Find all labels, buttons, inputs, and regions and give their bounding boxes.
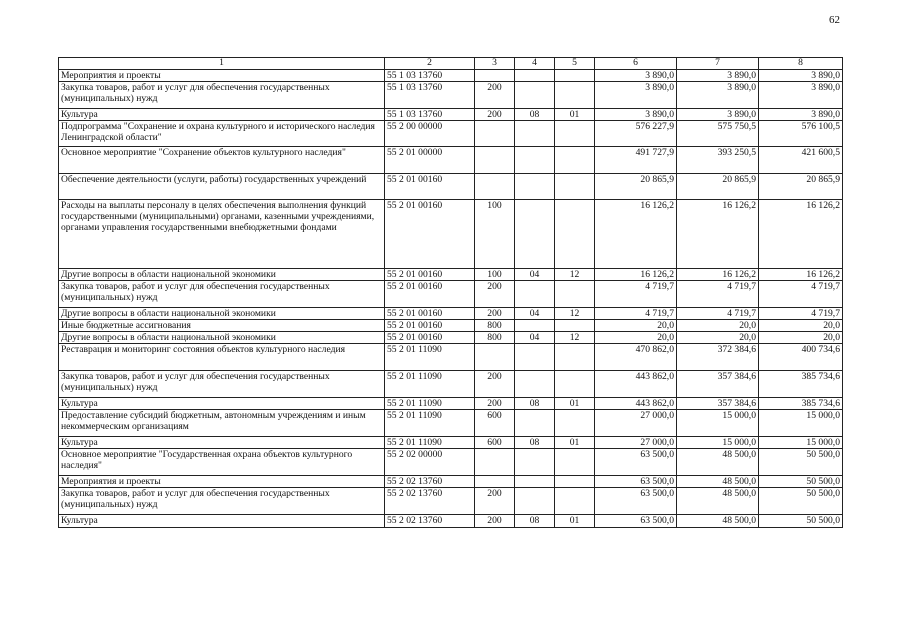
row-subsection bbox=[555, 320, 595, 332]
row-subsection bbox=[555, 174, 595, 200]
row-amount-col8: 4 719,7 bbox=[759, 281, 843, 308]
row-name: Реставрация и мониторинг состояния объектов культурного наследия bbox=[59, 344, 385, 371]
table-row bbox=[59, 82, 843, 109]
row-section: 04 bbox=[515, 332, 555, 344]
row-code: 55 2 02 00000 bbox=[385, 449, 475, 476]
row-code: 55 2 01 11090 bbox=[385, 410, 475, 437]
row-amount-col8: 50 500,0 bbox=[759, 515, 843, 528]
row-amount-col6: 16 126,2 bbox=[595, 200, 677, 269]
row-code: 55 2 02 13760 bbox=[385, 515, 475, 528]
row-name: Мероприятия и проекты bbox=[59, 70, 385, 82]
row-code: 55 1 03 13760 bbox=[385, 82, 475, 109]
row-amount-col8: 50 500,0 bbox=[759, 449, 843, 476]
row-amount-col8: 421 600,5 bbox=[759, 147, 843, 174]
row-amount-col6: 491 727,9 bbox=[595, 147, 677, 174]
row-amount-col7: 4 719,7 bbox=[677, 281, 759, 308]
row-amount-col6: 3 890,0 bbox=[595, 82, 677, 109]
row-amount-col8: 16 126,2 bbox=[759, 269, 843, 281]
row-name: Культура bbox=[59, 437, 385, 449]
column-header: 5 bbox=[555, 58, 595, 70]
row-amount-col7: 20,0 bbox=[677, 332, 759, 344]
row-amount-col7: 48 500,0 bbox=[677, 476, 759, 488]
row-amount-col7: 20,0 bbox=[677, 320, 759, 332]
row-expense-type: 200 bbox=[475, 109, 515, 121]
row-subsection bbox=[555, 200, 595, 269]
row-expense-type: 200 bbox=[475, 371, 515, 398]
table-header-row bbox=[59, 58, 843, 70]
row-name: Закупка товаров, работ и услуг для обеспечения государственных (муниципальных) нужд bbox=[59, 488, 385, 515]
row-amount-col6: 63 500,0 bbox=[595, 515, 677, 528]
row-amount-col8: 50 500,0 bbox=[759, 476, 843, 488]
row-expense-type: 600 bbox=[475, 410, 515, 437]
row-amount-col6: 4 719,7 bbox=[595, 281, 677, 308]
row-code: 55 2 01 00160 bbox=[385, 332, 475, 344]
row-amount-col7: 15 000,0 bbox=[677, 410, 759, 437]
table-row bbox=[59, 437, 843, 449]
row-subsection bbox=[555, 410, 595, 437]
row-amount-col7: 48 500,0 bbox=[677, 515, 759, 528]
row-name: Предоставление субсидий бюджетным, автономным учреждениям и иным некоммерческим организациям bbox=[59, 410, 385, 437]
row-expense-type: 200 bbox=[475, 281, 515, 308]
row-code: 55 2 01 00160 bbox=[385, 281, 475, 308]
row-amount-col7: 20 865,9 bbox=[677, 174, 759, 200]
row-expense-type bbox=[475, 344, 515, 371]
table-row bbox=[59, 398, 843, 410]
row-amount-col6: 63 500,0 bbox=[595, 488, 677, 515]
table-row bbox=[59, 344, 843, 371]
table-row bbox=[59, 320, 843, 332]
row-name: Расходы на выплаты персоналу в целях обеспечения выполнения функций государственными (муниципальными) органами, казенными учреждениями, органами управления государственными внебюджетными фондами bbox=[59, 200, 385, 269]
table-row bbox=[59, 109, 843, 121]
row-amount-col8: 385 734,6 bbox=[759, 371, 843, 398]
row-name: Закупка товаров, работ и услуг для обеспечения государственных (муниципальных) нужд bbox=[59, 281, 385, 308]
row-subsection bbox=[555, 344, 595, 371]
row-code: 55 2 01 00000 bbox=[385, 147, 475, 174]
row-expense-type: 200 bbox=[475, 308, 515, 320]
row-section bbox=[515, 174, 555, 200]
row-subsection bbox=[555, 147, 595, 174]
table-row bbox=[59, 121, 843, 147]
row-code: 55 2 00 00000 bbox=[385, 121, 475, 147]
row-amount-col6: 20,0 bbox=[595, 320, 677, 332]
row-subsection: 01 bbox=[555, 437, 595, 449]
row-section: 08 bbox=[515, 515, 555, 528]
row-name: Другие вопросы в области национальной экономики bbox=[59, 269, 385, 281]
table-row bbox=[59, 147, 843, 174]
row-code: 55 2 01 11090 bbox=[385, 437, 475, 449]
row-amount-col8: 15 000,0 bbox=[759, 410, 843, 437]
table-row bbox=[59, 332, 843, 344]
row-name: Культура bbox=[59, 515, 385, 528]
row-subsection: 01 bbox=[555, 398, 595, 410]
row-amount-col8: 15 000,0 bbox=[759, 437, 843, 449]
row-section bbox=[515, 476, 555, 488]
row-amount-col8: 385 734,6 bbox=[759, 398, 843, 410]
row-amount-col6: 20 865,9 bbox=[595, 174, 677, 200]
row-expense-type: 800 bbox=[475, 320, 515, 332]
row-name: Обеспечение деятельности (услуги, работы) государственных учреждений bbox=[59, 174, 385, 200]
row-amount-col6: 3 890,0 bbox=[595, 109, 677, 121]
row-code: 55 2 02 13760 bbox=[385, 476, 475, 488]
row-expense-type bbox=[475, 174, 515, 200]
row-code: 55 2 01 00160 bbox=[385, 200, 475, 269]
row-section bbox=[515, 200, 555, 269]
row-amount-col7: 357 384,6 bbox=[677, 371, 759, 398]
table-row bbox=[59, 449, 843, 476]
row-amount-col7: 15 000,0 bbox=[677, 437, 759, 449]
row-subsection bbox=[555, 121, 595, 147]
row-subsection bbox=[555, 449, 595, 476]
row-name: Другие вопросы в области национальной экономики bbox=[59, 332, 385, 344]
row-amount-col7: 48 500,0 bbox=[677, 488, 759, 515]
row-amount-col7: 575 750,5 bbox=[677, 121, 759, 147]
row-amount-col8: 20,0 bbox=[759, 320, 843, 332]
table-row bbox=[59, 488, 843, 515]
row-amount-col6: 470 862,0 bbox=[595, 344, 677, 371]
row-amount-col8: 50 500,0 bbox=[759, 488, 843, 515]
row-amount-col7: 393 250,5 bbox=[677, 147, 759, 174]
row-amount-col6: 16 126,2 bbox=[595, 269, 677, 281]
row-amount-col7: 16 126,2 bbox=[677, 269, 759, 281]
row-code: 55 2 01 00160 bbox=[385, 174, 475, 200]
row-subsection bbox=[555, 488, 595, 515]
row-amount-col7: 372 384,6 bbox=[677, 344, 759, 371]
row-code: 55 2 01 11090 bbox=[385, 344, 475, 371]
row-code: 55 2 02 13760 bbox=[385, 488, 475, 515]
table-row bbox=[59, 174, 843, 200]
row-subsection: 12 bbox=[555, 269, 595, 281]
row-expense-type: 100 bbox=[475, 200, 515, 269]
row-code: 55 1 03 13760 bbox=[385, 109, 475, 121]
row-section: 08 bbox=[515, 109, 555, 121]
row-name: Закупка товаров, работ и услуг для обеспечения государственных (муниципальных) нужд bbox=[59, 82, 385, 109]
row-amount-col7: 4 719,7 bbox=[677, 308, 759, 320]
row-expense-type: 100 bbox=[475, 269, 515, 281]
row-name: Мероприятия и проекты bbox=[59, 476, 385, 488]
row-section: 08 bbox=[515, 398, 555, 410]
row-amount-col6: 20,0 bbox=[595, 332, 677, 344]
table-row bbox=[59, 308, 843, 320]
row-amount-col7: 3 890,0 bbox=[677, 82, 759, 109]
row-name: Культура bbox=[59, 398, 385, 410]
row-expense-type bbox=[475, 476, 515, 488]
row-amount-col8: 20,0 bbox=[759, 332, 843, 344]
row-expense-type: 600 bbox=[475, 437, 515, 449]
row-amount-col6: 63 500,0 bbox=[595, 449, 677, 476]
row-amount-col7: 3 890,0 bbox=[677, 109, 759, 121]
table-row bbox=[59, 515, 843, 528]
row-subsection bbox=[555, 371, 595, 398]
row-code: 55 2 01 00160 bbox=[385, 308, 475, 320]
row-section: 04 bbox=[515, 269, 555, 281]
row-subsection bbox=[555, 476, 595, 488]
row-code: 55 1 03 13760 bbox=[385, 70, 475, 82]
budget-table bbox=[58, 57, 843, 528]
row-name: Основное мероприятие "Сохранение объектов культурного наследия" bbox=[59, 147, 385, 174]
row-amount-col8: 576 100,5 bbox=[759, 121, 843, 147]
row-section bbox=[515, 488, 555, 515]
page-number: 62 bbox=[829, 14, 840, 26]
row-amount-col6: 4 719,7 bbox=[595, 308, 677, 320]
row-section bbox=[515, 371, 555, 398]
row-amount-col8: 3 890,0 bbox=[759, 82, 843, 109]
row-name: Подпрограмма "Сохранение и охрана культурного и исторического наследия Ленинградской области" bbox=[59, 121, 385, 147]
row-code: 55 2 01 00160 bbox=[385, 320, 475, 332]
row-amount-col7: 3 890,0 bbox=[677, 70, 759, 82]
row-section bbox=[515, 70, 555, 82]
row-expense-type bbox=[475, 121, 515, 147]
row-expense-type: 200 bbox=[475, 488, 515, 515]
row-amount-col7: 357 384,6 bbox=[677, 398, 759, 410]
row-name: Иные бюджетные ассигнования bbox=[59, 320, 385, 332]
row-amount-col6: 3 890,0 bbox=[595, 70, 677, 82]
column-header: 2 bbox=[385, 58, 475, 70]
row-section bbox=[515, 410, 555, 437]
row-section bbox=[515, 344, 555, 371]
row-amount-col8: 20 865,9 bbox=[759, 174, 843, 200]
row-name: Другие вопросы в области национальной экономики bbox=[59, 308, 385, 320]
row-amount-col8: 3 890,0 bbox=[759, 109, 843, 121]
table-row bbox=[59, 200, 843, 269]
row-section: 04 bbox=[515, 308, 555, 320]
row-section bbox=[515, 281, 555, 308]
row-section bbox=[515, 449, 555, 476]
row-name: Культура bbox=[59, 109, 385, 121]
row-amount-col6: 27 000,0 bbox=[595, 437, 677, 449]
row-amount-col8: 400 734,6 bbox=[759, 344, 843, 371]
row-expense-type: 200 bbox=[475, 82, 515, 109]
row-code: 55 2 01 11090 bbox=[385, 398, 475, 410]
row-subsection bbox=[555, 82, 595, 109]
row-subsection: 01 bbox=[555, 109, 595, 121]
column-header: 7 bbox=[677, 58, 759, 70]
column-header: 4 bbox=[515, 58, 555, 70]
row-section: 08 bbox=[515, 437, 555, 449]
row-subsection bbox=[555, 70, 595, 82]
table-body bbox=[59, 70, 843, 528]
row-section bbox=[515, 121, 555, 147]
column-header: 6 bbox=[595, 58, 677, 70]
row-amount-col7: 48 500,0 bbox=[677, 449, 759, 476]
row-expense-type: 800 bbox=[475, 332, 515, 344]
column-header: 8 bbox=[759, 58, 843, 70]
table-row bbox=[59, 410, 843, 437]
row-amount-col6: 63 500,0 bbox=[595, 476, 677, 488]
row-expense-type: 200 bbox=[475, 515, 515, 528]
row-section bbox=[515, 320, 555, 332]
row-subsection: 12 bbox=[555, 332, 595, 344]
table-row bbox=[59, 371, 843, 398]
row-amount-col6: 27 000,0 bbox=[595, 410, 677, 437]
row-section bbox=[515, 147, 555, 174]
table-row bbox=[59, 269, 843, 281]
table-row bbox=[59, 476, 843, 488]
row-section bbox=[515, 82, 555, 109]
column-header: 1 bbox=[59, 58, 385, 70]
row-amount-col8: 4 719,7 bbox=[759, 308, 843, 320]
row-subsection: 01 bbox=[555, 515, 595, 528]
row-amount-col6: 443 862,0 bbox=[595, 371, 677, 398]
row-amount-col8: 16 126,2 bbox=[759, 200, 843, 269]
row-amount-col6: 443 862,0 bbox=[595, 398, 677, 410]
row-expense-type: 200 bbox=[475, 398, 515, 410]
row-name: Основное мероприятие "Государственная охрана объектов культурного наследия" bbox=[59, 449, 385, 476]
table-row bbox=[59, 70, 843, 82]
row-amount-col7: 16 126,2 bbox=[677, 200, 759, 269]
column-header: 3 bbox=[475, 58, 515, 70]
row-expense-type bbox=[475, 147, 515, 174]
row-amount-col8: 3 890,0 bbox=[759, 70, 843, 82]
row-code: 55 2 01 11090 bbox=[385, 371, 475, 398]
row-subsection: 12 bbox=[555, 308, 595, 320]
row-amount-col6: 576 227,9 bbox=[595, 121, 677, 147]
row-expense-type bbox=[475, 70, 515, 82]
table-row bbox=[59, 281, 843, 308]
row-code: 55 2 01 00160 bbox=[385, 269, 475, 281]
row-name: Закупка товаров, работ и услуг для обеспечения государственных (муниципальных) нужд bbox=[59, 371, 385, 398]
row-subsection bbox=[555, 281, 595, 308]
row-expense-type bbox=[475, 449, 515, 476]
